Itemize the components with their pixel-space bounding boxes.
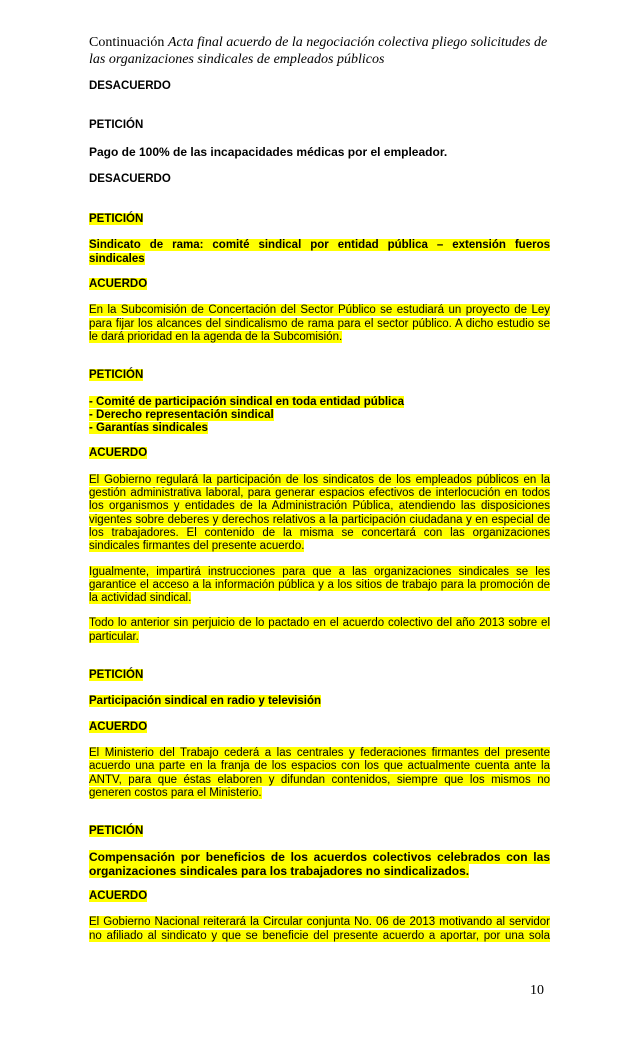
status-desacuerdo-2: DESACUERDO (89, 172, 171, 185)
document-page (89, 34, 550, 943)
petition-text-radio-tv: Participación sindical en radio y televisión (89, 695, 321, 708)
header-prefix: Continuación (89, 35, 168, 50)
agreement-text-todo-lo-anterior: Todo lo anterior sin perjuicio de lo pactado en el acuerdo colectivo del año 2013 sobre el particular. (89, 617, 550, 643)
petition-list-item: - Comité de participación sindical en toda entidad pública (89, 395, 405, 408)
petition-text-compensacion: Compensación por beneficios de los acuerdos colectivos celebrados con las organizaciones sindicales para los trabajadores no sindicalizados. (89, 850, 550, 878)
status-desacuerdo-1: DESACUERDO (89, 80, 171, 92)
agreement-text-ministerio: El Ministerio del Trabajo cederá a las centrales y federaciones firmantes del presente acuerdo una parte en la franja de los espacios con los que actualmente cuenta ante la ANTV, para que éstas elaboren y difundan contenidos, siempre que los mismos no generen costos para el Ministerio. (89, 746, 550, 799)
section-label-peticion: PETICIÓN (89, 213, 144, 226)
section-label-peticion: PETICIÓN (89, 369, 144, 382)
petition-list-item: - Garantías sindicales (89, 422, 208, 435)
section-label-peticion: PETICIÓN (89, 825, 144, 838)
section-label-peticion: PETICIÓN (89, 119, 144, 132)
petition-text-incapacidades: Pago de 100% de las incapacidades médicas por el empleador. (89, 144, 448, 159)
section-label-acuerdo: ACUERDO (89, 720, 148, 733)
agreement-text-circular: El Gobierno Nacional reiterará la Circular conjunta No. 06 de 2013 motivando al servidor no afiliado al sindicato y que se beneficie del presente acuerdo a aportar, por una sola (89, 916, 550, 942)
agreement-text-participacion: El Gobierno regulará la participación de los sindicatos de los empleados públicos en la gestión administrativa laboral, para generar espacios efectivos de interlocución en todos los organismos y entidades de la Administración Pública, atendiendo las disposiciones vigentes sobre deberes y derechos relativos a la participación ciudadana y en especial de los trabajadores. El contenido de la misma se concertará con las organizaciones sindicales firmantes del presente acuerdo. (89, 473, 550, 553)
section-label-acuerdo: ACUERDO (89, 889, 148, 902)
header-title: Acta final acuerdo de la negociación colectiva pliego solicitudes de las organizaciones sindicales de empleados públicos (89, 35, 548, 67)
petition-list-item: - Derecho representación sindical (89, 408, 274, 421)
section-label-acuerdo: ACUERDO (89, 278, 148, 291)
petition-text-sindicato-rama: Sindicato de rama: comité sindical por entidad pública – extensión fueros sindicales (89, 239, 550, 265)
agreement-text-informacion: Igualmente, impartirá instrucciones para que a las organizaciones sindicales se les garantice el acceso a la información pública y a los sitios de trabajo para la promoción de la actividad sindical. (89, 565, 550, 605)
page-number: 10 (530, 983, 544, 998)
section-label-peticion: PETICIÓN (89, 669, 144, 682)
section-label-acuerdo: ACUERDO (89, 447, 148, 460)
agreement-text-subcomision: En la Subcomisión de Concertación del Sector Público se estudiará un proyecto de Ley para fijar los alcances del sindicalismo de rama para el sector público. A dicho estudio se le dará prioridad en la agenda de la Subcomisión. (89, 304, 550, 343)
running-header (89, 34, 550, 68)
